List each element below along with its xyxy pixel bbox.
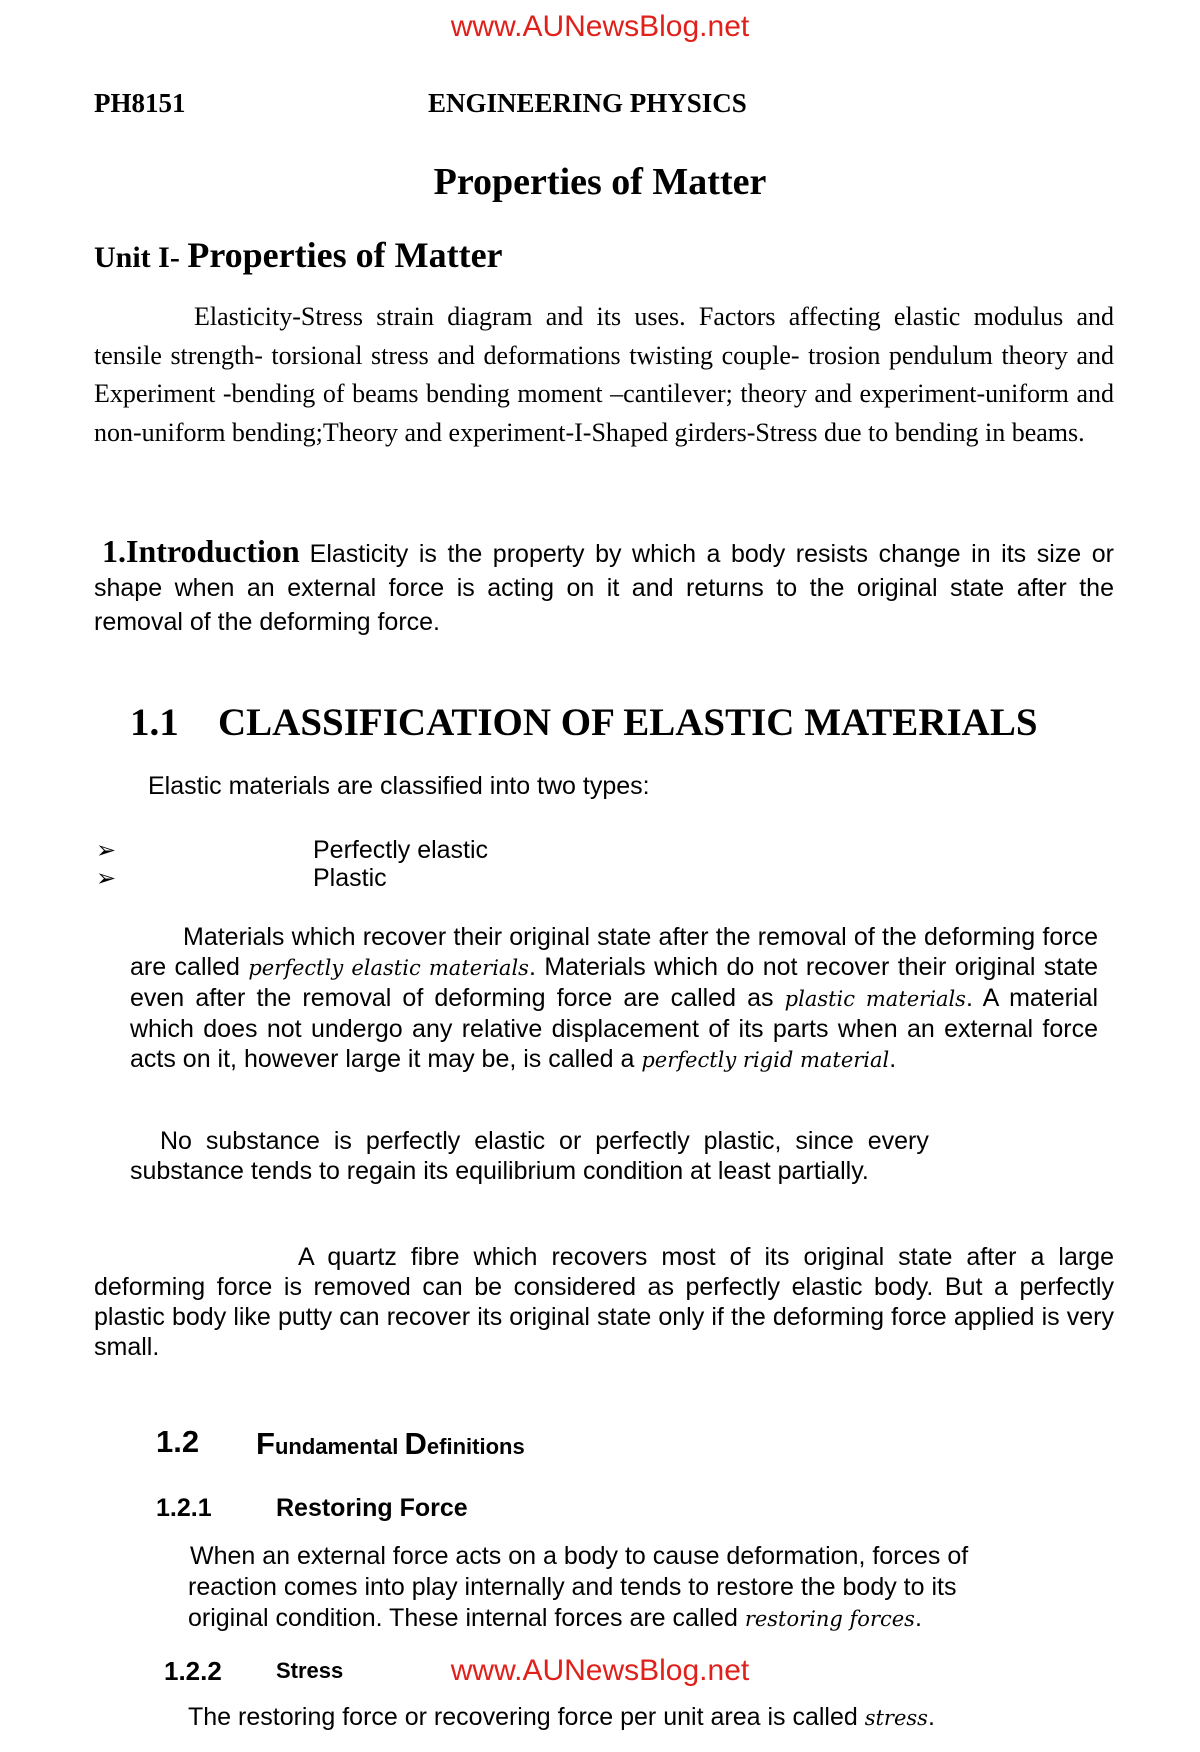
- title-rest: efinitions: [426, 1434, 525, 1459]
- section-number: 1.2: [156, 1424, 200, 1459]
- term-perfectly-elastic: perfectly elastic materials: [248, 956, 529, 980]
- subsection-title: Restoring Force: [276, 1494, 468, 1522]
- watermark-top[interactable]: www.AUNewsBlog.net: [450, 10, 750, 43]
- restoring-line-2: reaction comes into play internally and tends to restore the body to its: [188, 1573, 957, 1601]
- subsection-number: 1.2.1: [156, 1494, 212, 1522]
- title-rest: undamental: [274, 1434, 405, 1459]
- section-number: 1.1: [130, 701, 179, 744]
- introduction-paragraph: [94, 534, 1114, 639]
- text-run: Materials which recover their original state after the removal of the deforming force are called: [130, 923, 1098, 981]
- section-title: [256, 1426, 525, 1462]
- watermark-bottom[interactable]: www.AUNewsBlog.net: [450, 1654, 750, 1687]
- subsection-title: Stress: [276, 1658, 344, 1683]
- term-restoring-forces: restoring forces: [744, 1607, 915, 1631]
- section-1-1-heading: [130, 700, 1038, 745]
- quartz-paragraph: A quartz fibre which recovers most of its original state after a large deforming force is removed can be considered as perfectly elastic body. But a perfectly plastic body like putty can recover its original state only if the deforming force applied is very small.: [94, 1243, 1114, 1361]
- restoring-line-1: When an external force acts on a body to cause deformation, forces of: [190, 1542, 969, 1570]
- unit-name: Properties of Matter: [187, 235, 503, 275]
- subsection-number: 1.2.2: [164, 1656, 222, 1686]
- course-subject: ENGINEERING PHYSICS: [428, 88, 747, 118]
- elastic-definition-paragraph: [130, 922, 1098, 1075]
- title-cap: F: [256, 1426, 275, 1461]
- text-run: .: [914, 1604, 922, 1632]
- page-title: Properties of Matter: [433, 161, 767, 203]
- text-run: .: [927, 1703, 935, 1731]
- bullet-icon: ➢: [96, 836, 117, 864]
- substance-line-1: No substance is perfectly elastic or perfectly plastic, since every: [160, 1127, 929, 1155]
- unit-prefix: Unit I-: [94, 241, 188, 274]
- text-run: . A material which does not undergo any relative displacement of its parts when an external force acts on it, however large it may be, is called a: [130, 984, 1099, 1073]
- term-stress: stress: [864, 1706, 928, 1730]
- syllabus-paragraph: [94, 298, 1114, 452]
- text-run: .: [889, 1045, 897, 1073]
- list-item: Perfectly elastic: [313, 836, 489, 864]
- list-item: Plastic: [313, 864, 387, 892]
- unit-heading: [94, 234, 503, 276]
- substance-line-2: substance tends to regain its equilibrium condition at least partially.: [130, 1157, 869, 1185]
- term-perfectly-rigid: perfectly rigid material: [641, 1048, 890, 1072]
- title-cap: D: [404, 1426, 427, 1461]
- text-run: . Materials which do not recover their original state even after the removal of deforming force are called as: [130, 953, 1098, 1012]
- introduction-heading: 1.Introduction: [102, 533, 300, 569]
- syllabus-text: Elasticity-Stress strain diagram and its uses. Factors affecting elastic modulus and tensile strength- torsional stress and deformations twisting couple- trosion pendulum theory and Experiment -bending of beams bending moment –cantilever; theory and experiment-uniform and non-uniform bending;Theory and experiment-I-Shaped girders-Stress due to bending in beams.: [94, 302, 1114, 447]
- section-title: CLASSIFICATION OF ELASTIC MATERIALS: [218, 701, 1038, 744]
- stress-definition: [188, 1702, 935, 1733]
- term-plastic: plastic materials: [784, 987, 966, 1011]
- bullet-icon: ➢: [96, 864, 117, 892]
- restoring-line-3: [188, 1603, 922, 1634]
- text-run: The restoring force or recovering force per unit area is called: [188, 1703, 865, 1731]
- text-run: original condition. These internal forces are called: [188, 1604, 745, 1632]
- course-code: PH8151: [94, 88, 186, 118]
- classification-lead: Elastic materials are classified into two types:: [148, 772, 650, 800]
- introduction-text: Elasticity is the property by which a body resists change in its size or shape when an external force is acting on it and returns to the original state after the removal of the deforming force.: [94, 540, 1114, 636]
